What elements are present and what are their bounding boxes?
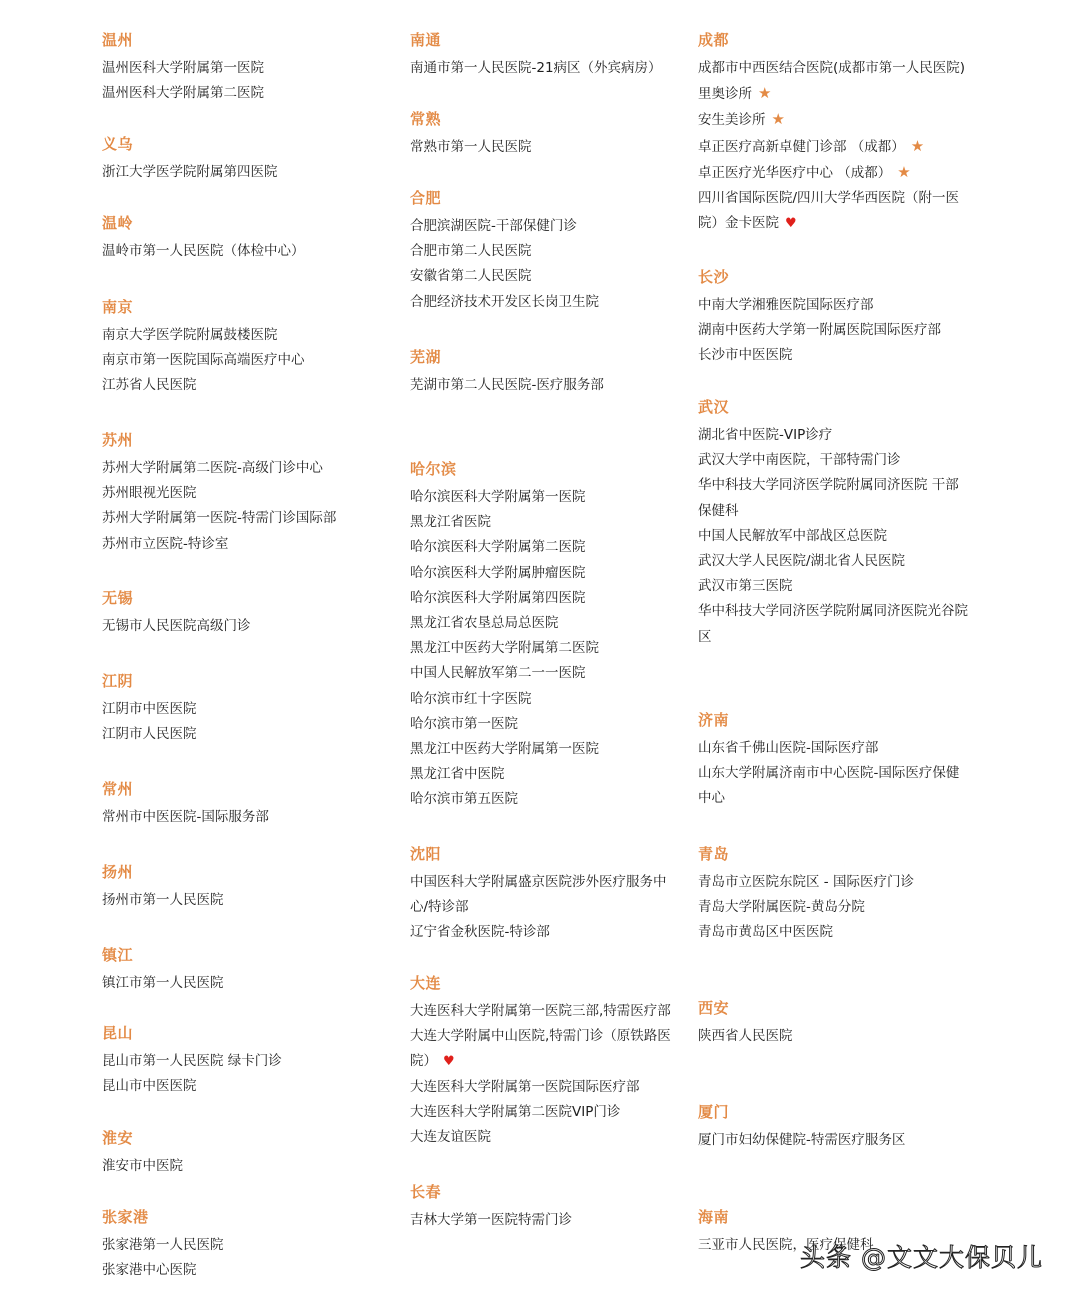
hospital-list [102,56,264,106]
hospital-item [698,549,968,574]
hospital-list [102,1233,224,1283]
hospital-name: 院）金卡医院 [698,215,779,232]
city-section [102,588,251,639]
hospital-item [102,81,264,106]
hospital-name: 哈尔滨医科大学附属第四医院 [410,589,586,606]
hospital-name: 温州医科大学附属第二医院 [102,85,264,102]
hospital-item [102,481,336,506]
hospital-item [410,1049,671,1074]
hospital-item [698,473,968,498]
hospital-item [410,214,599,239]
hospital-item [102,1258,224,1283]
hospital-list [698,56,965,236]
hospital-name: 大连友谊医院 [410,1129,491,1146]
hospital-item [410,1100,671,1125]
hospital-item [698,343,941,368]
hospital-item [410,1208,572,1233]
hospital-name: 昆山市第一人民医院 绿卡门诊 [102,1053,282,1069]
city-section [698,267,941,369]
hospital-name: 青岛市黄岛区中医医院 [698,924,833,941]
hospital-item [102,1154,183,1179]
hospital-name: 苏州市立医院-特诊室 [102,535,229,552]
hospital-item [102,348,305,373]
hospital-name: 张家港中心医院 [102,1262,197,1279]
hospital-name: 哈尔滨医科大学附属第二医院 [410,539,586,556]
hospital-name: 苏州大学附属第一医院-特需门诊国际部 [102,510,337,527]
city-section [102,213,305,264]
hospital-name: 哈尔滨市第五医院 [410,791,518,808]
city-section [698,998,793,1049]
hospital-item [410,1024,671,1049]
city-heading: 沈阳 [410,845,442,863]
hospital-name: 黑龙江省农垦总局总医院 [410,615,559,632]
hospital-name: 武汉市第三医院 [698,578,793,595]
hospital-item [102,56,264,81]
hospital-list [102,323,305,399]
hospital-name: 大连医科大学附属第一医院国际医疗部 [410,1078,640,1095]
hospital-name: 芜湖市第二人民医院-医疗服务部 [410,377,604,393]
city-heading: 张家港 [102,1208,149,1226]
hospital-name: 合肥经济技术开发区长岗卫生院 [410,293,599,310]
heart-icon: ♥ [785,216,797,232]
city-heading: 江阴 [102,672,134,690]
hospital-name: 保健科 [698,502,739,519]
hospital-name: 合肥滨湖医院-干部保健门诊 [410,218,577,234]
city-heading: 合肥 [410,189,442,207]
city-heading: 西安 [698,999,730,1017]
city-heading: 长春 [410,1183,442,1201]
hospital-item [698,293,941,318]
hospital-name: 武汉大学中南医院，干部特需门诊 [698,452,901,469]
hospital-list [698,870,914,946]
hospital-list [698,293,941,369]
city-heading: 海南 [698,1208,730,1226]
hospital-list [698,736,959,812]
city-heading: 温岭 [102,214,134,232]
hospital-item [698,870,914,895]
hospital-name: 区 [698,628,712,645]
hospital-list [102,697,197,747]
hospital-item [698,574,968,599]
hospital-name: 浙江大学医学院附属第四医院 [102,164,278,180]
hospital-name: 常熟市第一人民医院 [410,139,532,155]
hospital-name: 镇江市第一人民医院 [102,975,224,991]
city-heading: 长沙 [698,268,730,286]
hospital-item [410,611,599,636]
hospital-item [410,561,599,586]
city-section [410,1182,572,1233]
hospital-item [698,448,968,473]
hospital-item [698,1128,905,1153]
hospital-item [102,614,251,639]
hospital-name: 张家港第一人民医院 [102,1237,224,1253]
city-heading: 无锡 [102,589,134,607]
hospital-item [410,485,599,510]
hospital-item [410,1125,671,1150]
hospital-list [410,485,599,813]
city-heading: 常熟 [410,110,442,128]
hospital-item [410,687,599,712]
city-heading: 厦门 [698,1103,730,1121]
hospital-list [102,1154,183,1179]
hospital-item [698,81,965,107]
hospital-name: 安徽省第二人民医院 [410,268,532,285]
hospital-list [102,805,269,830]
hospital-item [410,510,599,535]
hospital-name: 心/特诊部 [410,899,469,916]
hospital-name: 湖北省中医院-VIP诊疗 [698,427,833,443]
star-icon: ★ [771,110,785,129]
city-section [410,973,671,1150]
city-section [102,134,278,185]
hospital-name: 哈尔滨医科大学附属肿瘤医院 [410,564,586,581]
hospital-name: 大连医科大学附属第一医院三部,特需医疗部 [410,1003,671,1019]
hospital-item [698,786,959,811]
hospital-name: 中心 [698,790,725,807]
hospital-name: 辽宁省金秋医院-特诊部 [410,924,550,941]
hospital-name: 青岛市立医院东院区 - 国际医疗门诊 [698,874,914,890]
hospital-item [102,1049,282,1074]
hospital-item [410,762,599,787]
city-section [410,30,662,81]
hospital-name: 武汉大学人民医院/湖北省人民医院 [698,553,906,570]
hospital-item [102,239,305,264]
city-heading: 扬州 [102,863,134,881]
city-heading: 芜湖 [410,348,442,366]
hospital-item [410,290,599,315]
city-section [410,347,604,398]
hospital-name: 厦门市妇幼保健院-特需医疗服务区 [698,1132,906,1148]
hospital-item [410,535,599,560]
star-icon: ★ [758,84,772,103]
city-heading: 苏州 [102,431,134,449]
hospital-item [102,532,336,557]
hospital-name: 里奥诊所 [698,86,752,103]
hospital-name: 昆山市中医医院 [102,1078,197,1095]
city-heading: 温州 [102,31,134,49]
hospital-name: 常州市中医医院-国际服务部 [102,809,269,825]
hospital-name: 山东省千佛山医院-国际医疗部 [698,740,879,756]
city-heading: 青岛 [698,845,730,863]
hospital-item [698,107,965,133]
hospital-item [410,264,599,289]
hospital-list [410,373,604,398]
hospital-item [102,323,305,348]
city-section [102,1128,183,1179]
heart-icon: ♥ [443,1054,455,1070]
hospital-item [410,636,599,661]
city-heading: 镇江 [102,946,134,964]
hospital-item [102,888,224,913]
hospital-name: 哈尔滨市红十字医院 [410,690,532,707]
hospital-name: 大连医科大学附属第二医院VIP门诊 [410,1103,621,1120]
city-section [698,30,965,236]
hospital-name: 温岭市第一人民医院（体检中心） [102,243,305,259]
hospital-list [102,456,336,557]
hospital-list [410,870,667,946]
hospital-item [698,920,914,945]
hospital-item [698,761,959,786]
hospital-name: 院） [410,1053,437,1070]
city-section [102,945,224,996]
hospital-item [410,135,532,160]
hospital-name: 苏州眼视光医院 [102,485,197,502]
hospital-item [410,712,599,737]
hospital-name: 黑龙江中医药大学附属第一医院 [410,741,599,758]
hospital-list [410,135,532,160]
hospital-list [698,1128,905,1153]
hospital-name: 卓正医疗高新卓健门诊部 （成都） [698,138,905,155]
city-heading: 南通 [410,31,442,49]
hospital-name: 扬州市第一人民医院 [102,892,224,908]
hospital-list [410,214,599,315]
city-section [410,109,532,160]
hospital-item [410,737,599,762]
city-section [410,459,599,813]
hospital-item [102,506,336,531]
city-heading: 成都 [698,31,730,49]
hospital-name: 江阴市中医医院 [102,701,197,717]
hospital-item [698,211,965,236]
hospital-list [102,888,224,913]
hospital-item [698,625,968,650]
city-section [102,30,264,106]
hospital-list [410,999,671,1150]
hospital-name: 大连大学附属中山医院,特需门诊（原铁路医 [410,1028,671,1045]
hospital-name: 中南大学湘雅医院国际医疗部 [698,297,874,313]
city-section [102,671,197,747]
hospital-name: 青岛大学附属医院-黄岛分院 [698,899,865,916]
city-heading: 常州 [102,780,134,798]
hospital-item [410,920,667,945]
hospital-item [102,456,336,481]
hospital-name: 中国人民解放军第二一一医院 [410,665,586,682]
city-section [698,710,959,812]
hospital-item [698,423,968,448]
hospital-list [698,423,968,650]
hospital-item [698,736,959,761]
hospital-list [102,1049,282,1099]
hospital-name: 卓正医疗光华医疗中心 （成都） [698,164,892,181]
hospital-item [102,805,269,830]
hospital-item [410,661,599,686]
city-heading: 淮安 [102,1129,134,1147]
hospital-name: 淮安市中医院 [102,1158,183,1174]
hospital-name: 黑龙江省中医院 [410,766,505,783]
hospital-name: 四川省国际医院/四川大学华西医院（附一医 [698,190,960,207]
hospital-item [410,870,667,895]
hospital-name: 黑龙江中医药大学附属第二医院 [410,640,599,657]
hospital-item [698,160,965,186]
city-section [102,862,224,913]
hospital-item [698,895,914,920]
hospital-name: 南通市第一人民医院-21病区（外宾病房） [410,60,662,76]
hospital-name: 湖南中医药大学第一附属医院国际医疗部 [698,322,941,339]
hospital-name: 哈尔滨医科大学附属第一医院 [410,489,586,505]
hospital-name: 安生美诊所 [698,112,766,129]
city-section [698,1102,905,1153]
city-heading: 大连 [410,974,442,992]
hospital-name: 山东大学附属济南市中心医院-国际医疗保健 [698,765,960,782]
hospital-name: 南京大学医学院附属鼓楼医院 [102,327,278,343]
hospital-item [102,1233,224,1258]
city-section [102,1207,224,1283]
hospital-item [102,1074,282,1099]
hospital-item [410,999,671,1024]
hospital-item [698,1024,793,1049]
hospital-item [698,186,965,211]
hospital-name: 华中科技大学同济医学院附属同济医院 干部 [698,477,959,494]
hospital-list [102,160,278,185]
hospital-name: 中国医科大学附属盛京医院涉外医疗服务中 [410,874,667,890]
city-section [410,844,667,946]
city-heading: 武汉 [698,398,730,416]
hospital-item [102,160,278,185]
hospital-name: 江阴市人民医院 [102,726,197,743]
hospital-name: 中国人民解放军中部战区总医院 [698,527,887,544]
hospital-item [410,787,599,812]
city-section [102,430,336,557]
hospital-name: 陕西省人民医院 [698,1028,793,1044]
city-section [102,297,305,399]
hospital-item [102,373,305,398]
hospital-name: 无锡市人民医院高级门诊 [102,618,251,634]
hospital-item [698,524,968,549]
city-section [698,397,968,650]
hospital-name: 温州医科大学附属第一医院 [102,60,264,76]
hospital-list [102,971,224,996]
city-heading: 南京 [102,298,134,316]
city-section [102,779,269,830]
hospital-list [102,239,305,264]
hospital-item [410,895,667,920]
hospital-name: 成都市中西医结合医院(成都市第一人民医院) [698,60,966,76]
hospital-list [102,614,251,639]
hospital-item [102,697,197,722]
city-section [102,1023,282,1099]
hospital-name: 南京市第一医院国际高端医疗中心 [102,352,305,369]
watermark: 头条 @文文大保贝儿 [800,1243,1043,1272]
hospital-item [410,239,599,264]
hospital-name: 三亚市人民医院，医疗保健科 [698,1237,874,1253]
hospital-item [698,134,965,160]
hospital-name: 合肥市第二人民医院 [410,243,532,260]
hospital-name: 苏州大学附属第二医院-高级门诊中心 [102,460,323,476]
city-heading: 昆山 [102,1024,134,1042]
hospital-item [698,499,968,524]
city-section [698,844,914,946]
hospital-item [410,56,662,81]
hospital-item [410,1075,671,1100]
city-section [410,188,599,315]
hospital-name: 哈尔滨市第一医院 [410,715,518,732]
star-icon: ★ [910,136,925,155]
hospital-item [410,586,599,611]
hospital-name: 华中科技大学同济医学院附属同济医院光谷院 [698,603,968,620]
hospital-list [410,1208,572,1233]
hospital-name: 黑龙江省医院 [410,514,491,531]
hospital-name: 江苏省人民医院 [102,377,197,394]
city-heading: 哈尔滨 [410,460,457,478]
hospital-item [698,56,965,81]
hospital-name: 吉林大学第一医院特需门诊 [410,1212,572,1228]
hospital-item [698,599,968,624]
star-icon: ★ [897,162,911,181]
hospital-item [698,318,941,343]
hospital-list [410,56,662,81]
city-heading: 济南 [698,711,730,729]
hospital-item [102,722,197,747]
hospital-item [102,971,224,996]
hospital-name: 长沙市中医医院 [698,347,793,364]
hospital-list [698,1024,793,1049]
hospital-item [410,373,604,398]
city-heading: 义乌 [102,135,134,153]
